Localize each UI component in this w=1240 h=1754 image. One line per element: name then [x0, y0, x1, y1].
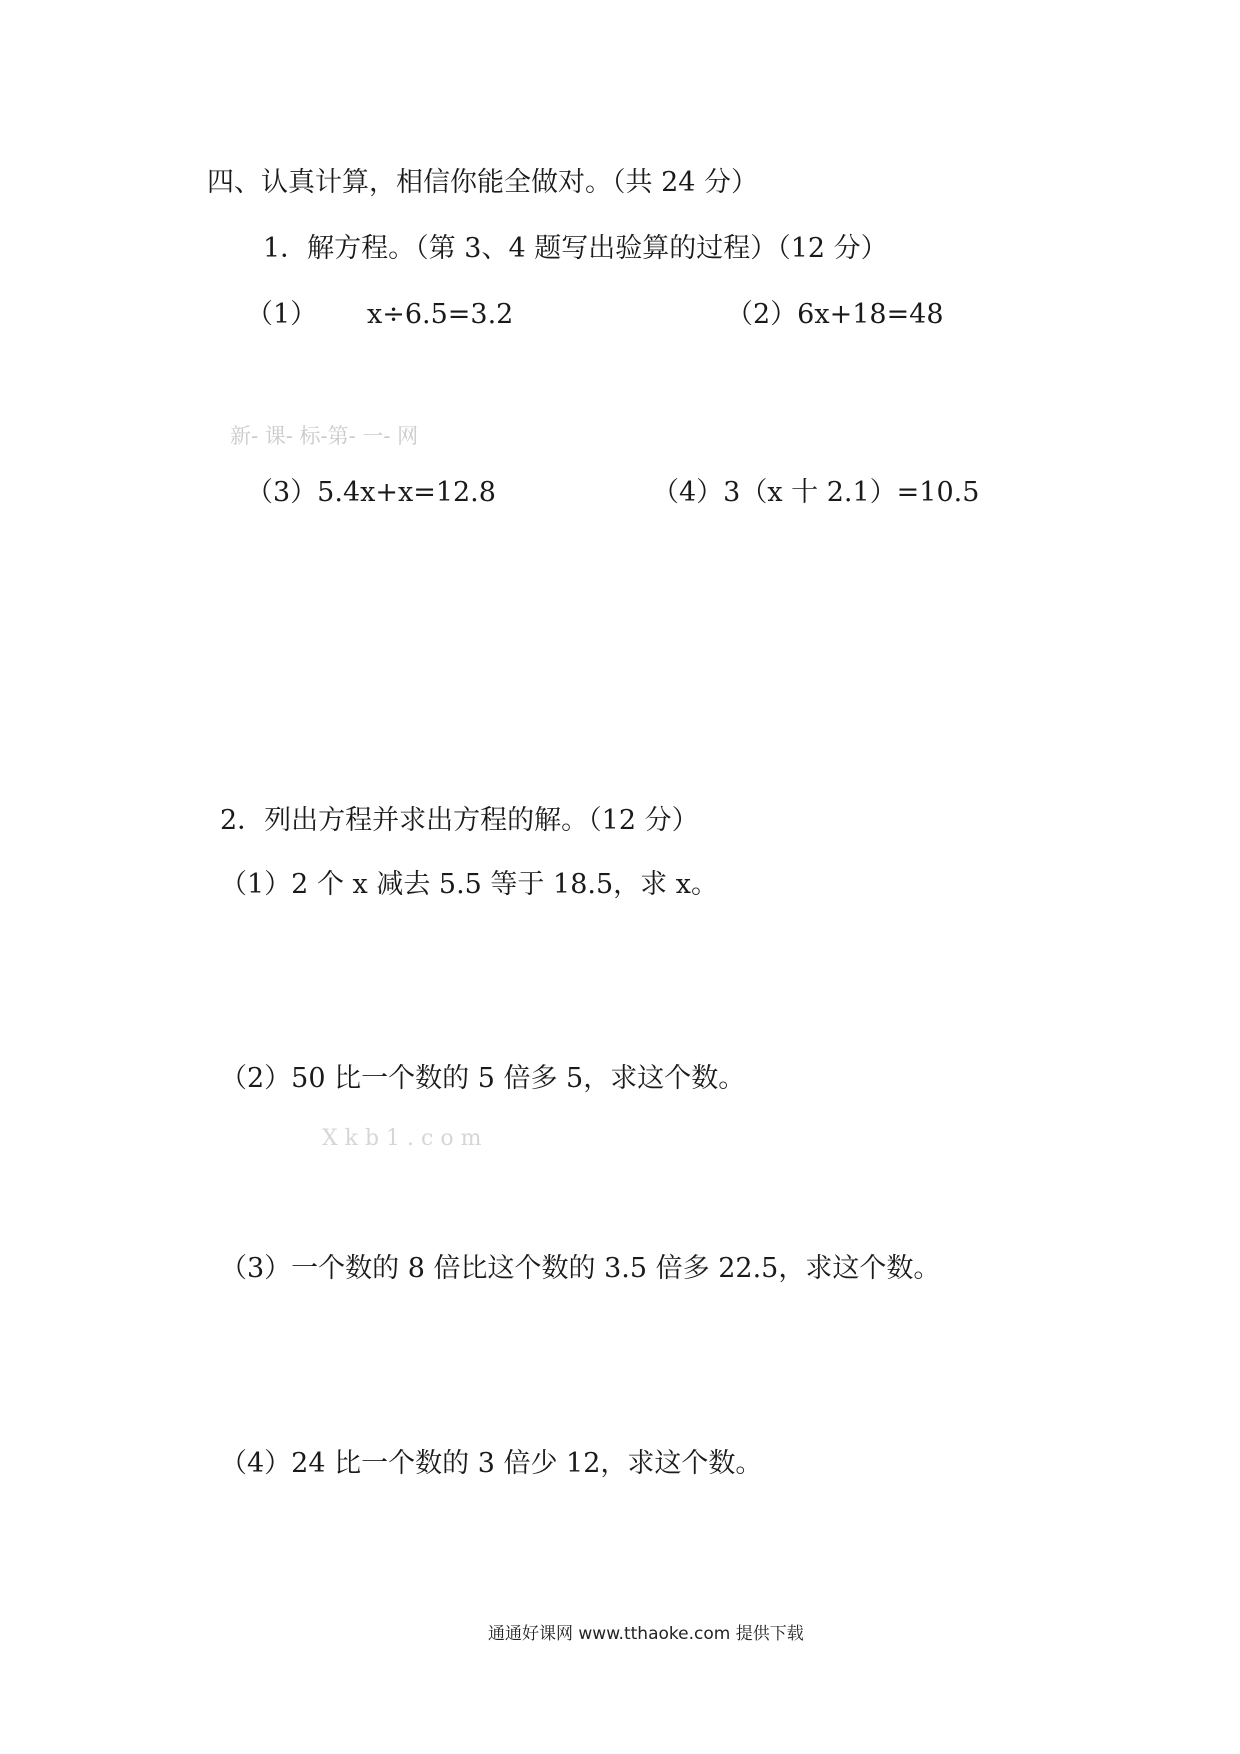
equation-3: （3）5.4x+x=12.8	[246, 477, 496, 508]
footer-credit: 通通好课网 www.tthaoke.com 提供下载	[488, 1624, 804, 1644]
section-heading: 四、认真计算，相信你能全做对。（共 24 分）	[207, 167, 759, 198]
part2-title: 2．列出方程并求出方程的解。（12 分）	[220, 805, 699, 836]
watermark-middle: X k b 1 . c o m	[322, 1126, 482, 1151]
watermark-top: 新- 课- 标-第- 一- 网	[230, 424, 419, 448]
equation-1-number: （1）	[246, 299, 318, 330]
question-3: （3）一个数的 8 倍比这个数的 3.5 倍多 22.5，求这个数。	[220, 1253, 941, 1284]
equation-1-expression: x÷6.5=3.2	[367, 299, 514, 330]
question-4: （4）24 比一个数的 3 倍少 12，求这个数。	[220, 1448, 763, 1479]
equation-4: （4）3（x 十 2.1）=10.5	[652, 477, 980, 508]
part1-title: 1．解方程。（第 3、4 题写出验算的过程）（12 分）	[263, 233, 888, 264]
question-2: （2）50 比一个数的 5 倍多 5，求这个数。	[220, 1063, 746, 1094]
question-1: （1）2 个 x 减去 5.5 等于 18.5，求 x。	[220, 869, 718, 900]
equation-2: （2）6x+18=48	[726, 299, 944, 330]
